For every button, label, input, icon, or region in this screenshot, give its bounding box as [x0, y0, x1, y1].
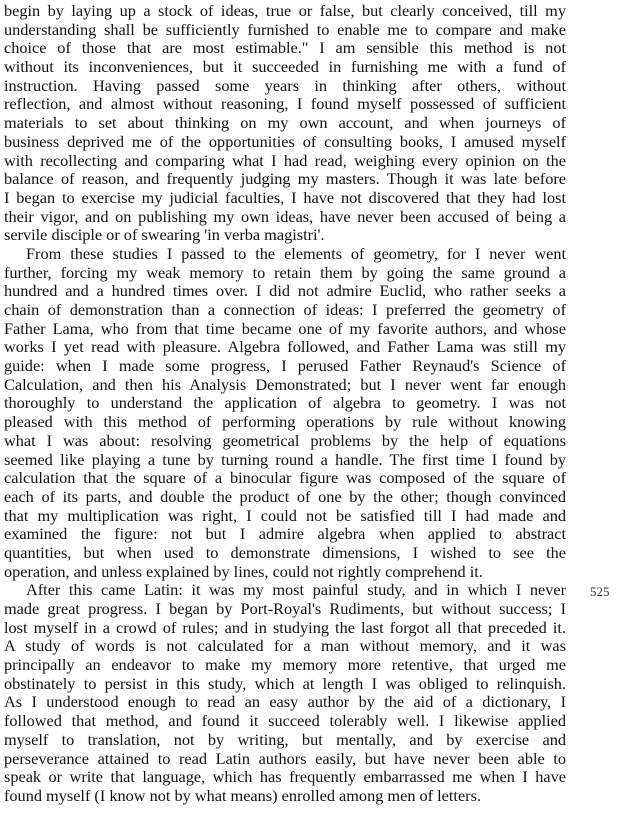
- text-line: obstinately to persist in this study, which at length I was obliged to relinquish.: [4, 674, 566, 693]
- text-line: perseverance attained to read Latin authors easily, but have never been able to: [4, 749, 566, 768]
- text-line: their vigor, and on publishing my own ideas, have never been accused of being a: [4, 207, 566, 226]
- text-line: made great progress. I began by Port-Royal's Rudiments, but without success; I: [4, 600, 566, 618]
- text-line: reflection, and almost without reasoning, I found myself possessed of sufficient: [4, 95, 566, 114]
- text-line: found myself (I know not by what means) enrolled among men of letters.: [4, 786, 482, 805]
- text-line: As I understood enough to read an easy author by the aid of a dictionary, I: [4, 693, 566, 712]
- text-line: chain of demonstration than a connection of ideas: I preferred the geometry of: [4, 301, 566, 319]
- text-line: balance of reason, and frequently judging my masters. Though it was late before: [4, 170, 566, 189]
- text-line: A study of words is not calculated for a man without memory, and it was: [4, 637, 566, 656]
- margin-line-number: 525: [590, 584, 610, 599]
- text-line: materials to set about thinking on my own account, and when journeys of: [4, 114, 566, 133]
- text-line: speak or write that language, which has frequently embarrassed me when I have: [4, 768, 566, 787]
- text-line: choice of those that are most estimable." I am sensible this method is not: [4, 39, 566, 58]
- text-line: guide: when I made some progress, I perused Father Reynaud's Science of: [4, 357, 566, 376]
- text-line: myself to translation, not by writing, but mentally, and by exercise and: [4, 730, 566, 749]
- text-line: instruction. Having passed some years in thinking after others, without: [4, 76, 566, 95]
- text-line: After this came Latin: it was my most painful study, and in which I never: [26, 581, 566, 600]
- text-line: with recollecting and comparing what I had read, weighing every opinion on the: [4, 151, 566, 170]
- text-line: pleased with this method of performing operations by rule without knowing: [4, 413, 566, 432]
- text-line: quantities, but when used to demonstrate dimensions, I wished to see the: [4, 543, 566, 562]
- text-line: works I yet read with pleasure. Algebra followed, and Father Lama was still my: [4, 338, 566, 357]
- text-line: I began to exercise my judicial faculties, I have not discovered that they had lost: [4, 188, 566, 207]
- text-line: calculation that the square of a binocular figure was composed of the square of: [4, 469, 566, 488]
- text-line: further, forcing my weak memory to retain them by going the same ground a: [4, 263, 566, 282]
- text-line: lost myself in a crowd of rules; and in studying the last forgot all that preceded it.: [4, 618, 566, 637]
- text-line: that my multiplication was right, I could not be satisfied till I had made and: [4, 506, 566, 525]
- text-line: From these studies I passed to the elements of geometry, for I never went: [26, 244, 566, 263]
- text-line: seemed like playing a tune by turning round a handle. The first time I found by: [4, 450, 566, 469]
- text-line: hundred and a hundred times over. I did not admire Euclid, who rather seeks a: [4, 282, 566, 301]
- text-line: each of its parts, and double the product of one by the other; though convinced: [4, 487, 566, 506]
- text-line: servile disciple or of swearing 'in verba magistri'.: [4, 226, 325, 245]
- text-line: followed that method, and found it succeed tolerably well. I likewise applied: [4, 712, 566, 731]
- text-line: examined the figure: not but I admire algebra when applied to abstract: [4, 525, 566, 544]
- text-line: principally an endeavor to make my memory more retentive, that urged me: [4, 656, 566, 675]
- text-line: business deprived me of the opportunities of consulting books, I amused myself: [4, 132, 566, 151]
- text-line: Father Lama, who from that time became one of my favorite authors, and whose: [4, 319, 566, 338]
- text-line: Calculation, and then his Analysis Demonstrated; but I never went far enough: [4, 375, 566, 394]
- text-line: what I was about: resolving geometrical problems by the help of equations: [4, 431, 566, 450]
- text-line: begin by laying up a stock of ideas, true or false, but clearly conceived, till my: [4, 2, 566, 20]
- text-line: operation, and unless explained by lines, could not rightly comprehend it.: [4, 562, 483, 581]
- text-line: without its inconveniences, but it succeeded in furnishing me with a fund of: [4, 58, 566, 77]
- text-line: thoroughly to understand the application of algebra to geometry. I was not: [4, 394, 566, 413]
- document-page: [4, 2, 566, 806]
- text-line: understanding shall be sufficiently furnished to enable me to compare and make: [4, 20, 566, 39]
